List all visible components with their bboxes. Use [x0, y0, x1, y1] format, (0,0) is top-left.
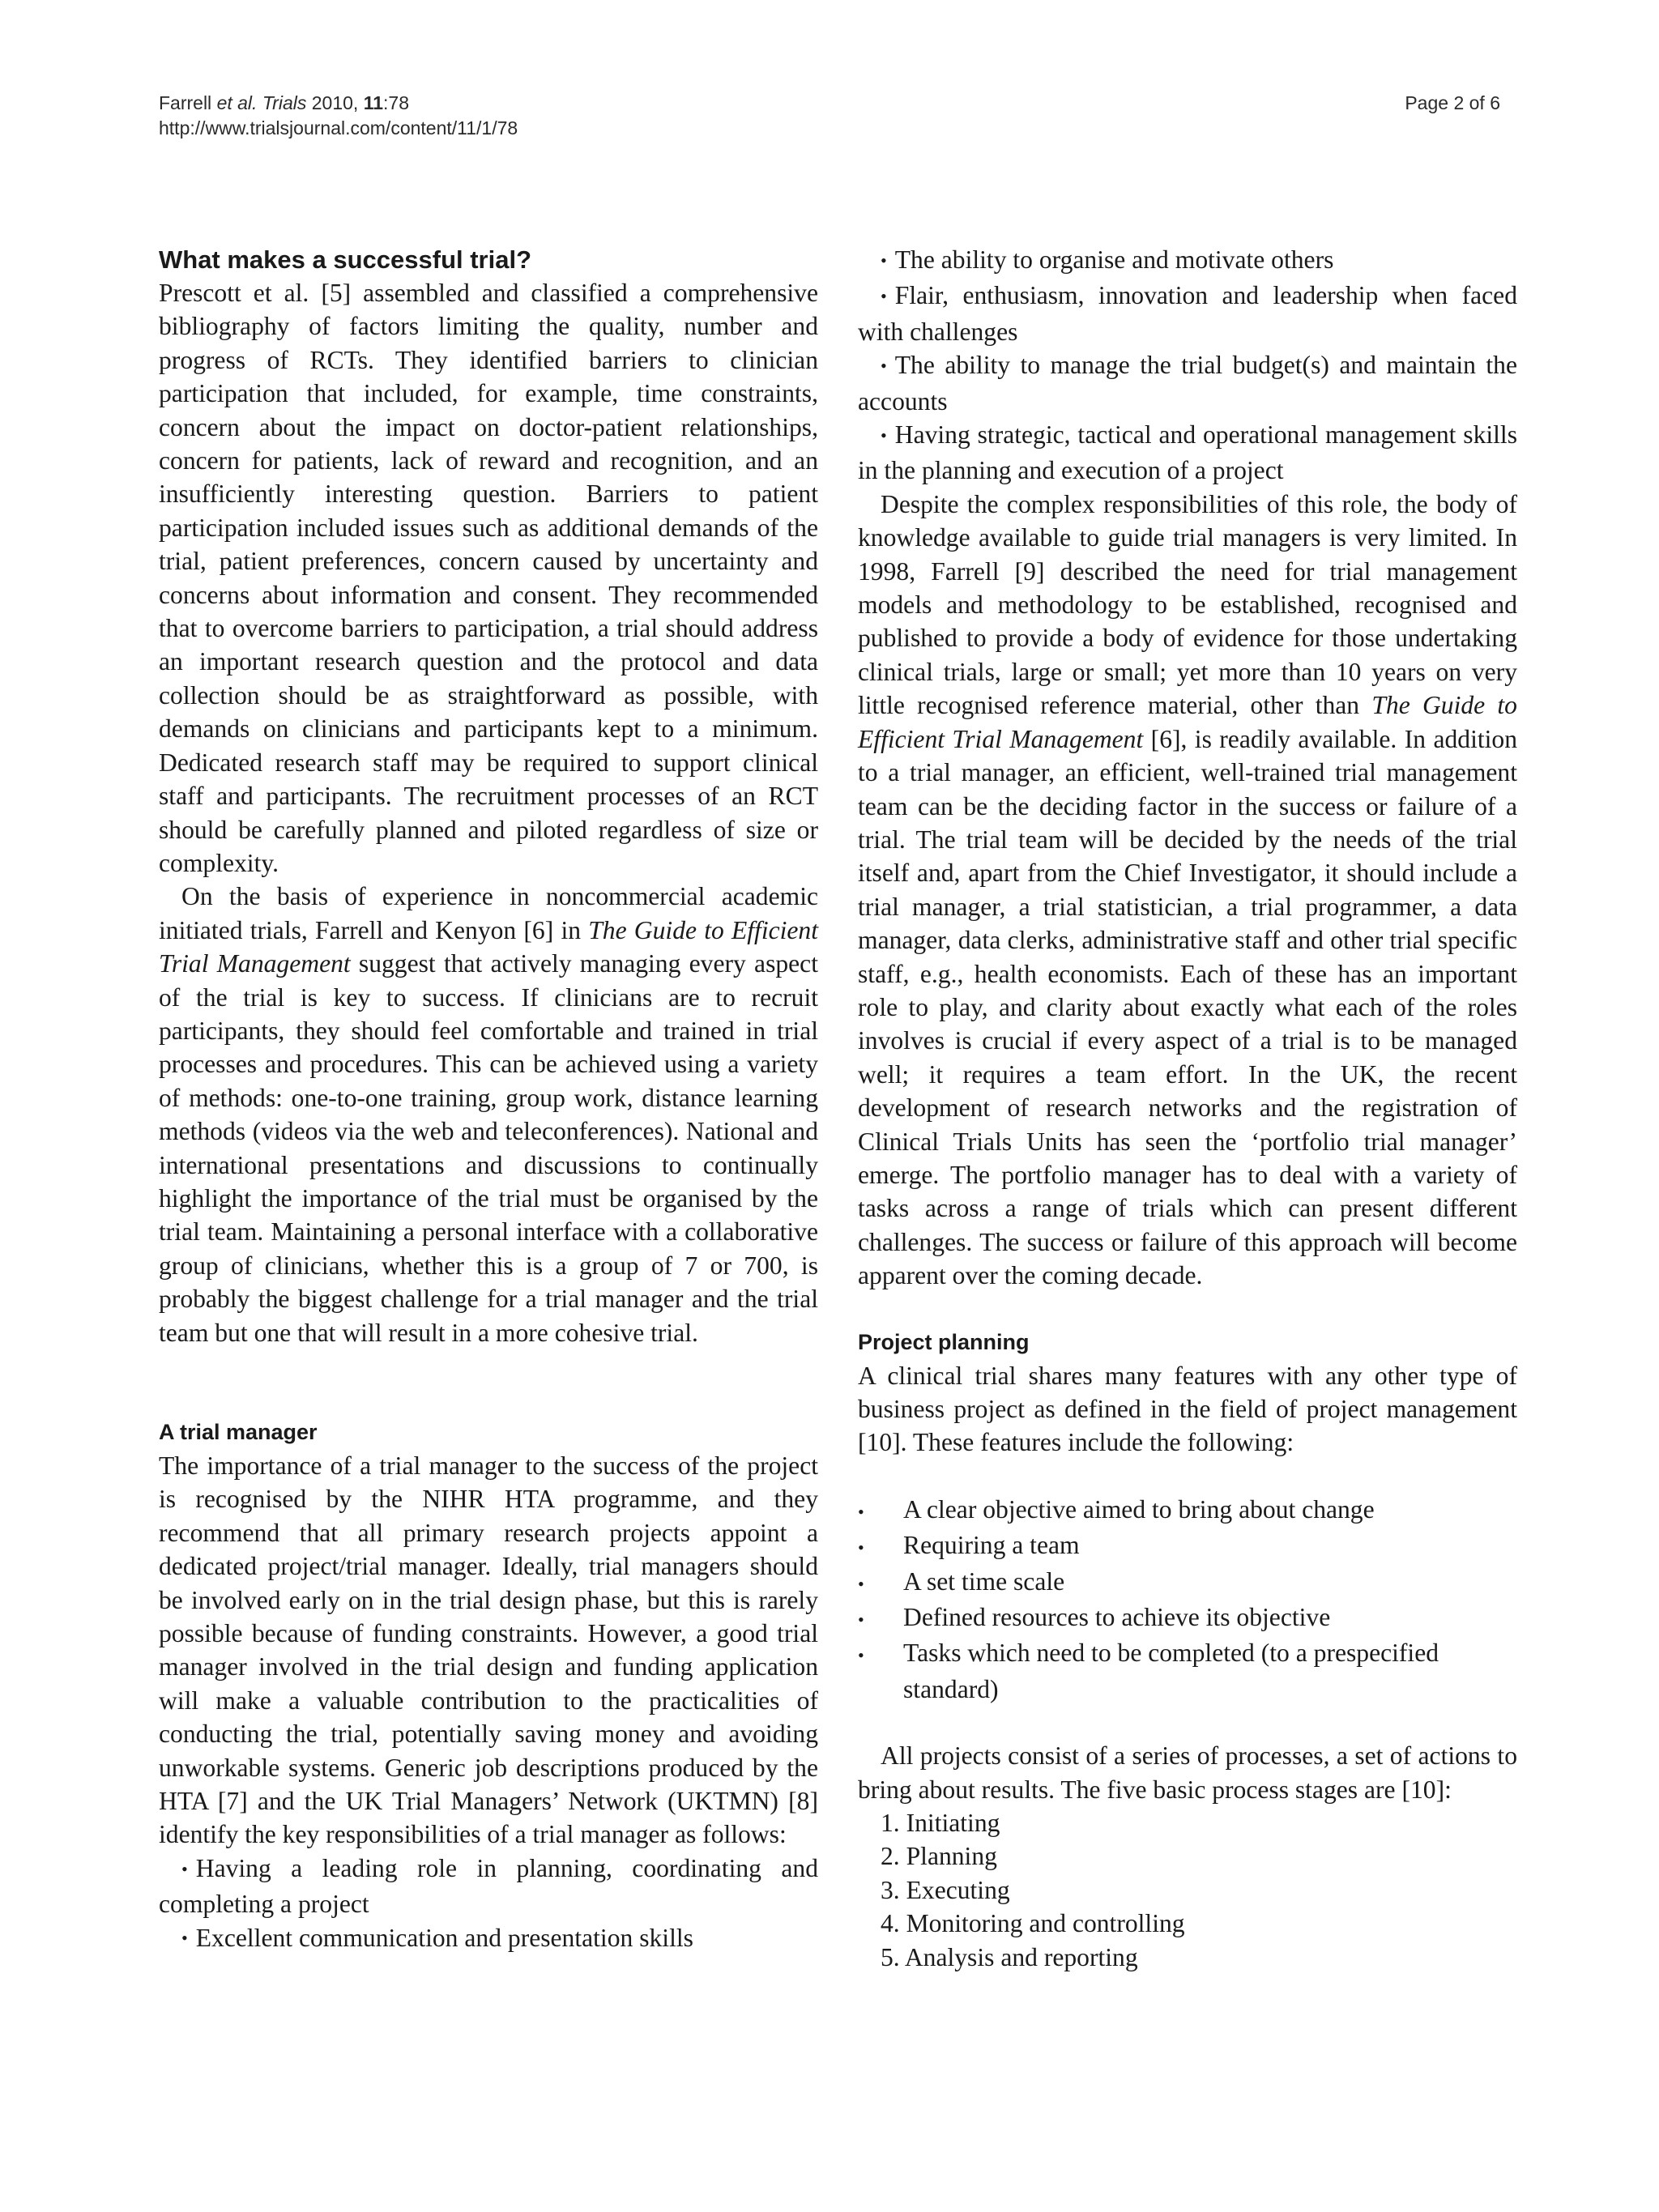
- feature-item: • A clear objective aimed to bring about change: [858, 1494, 1375, 1524]
- page-number: Page 2 of 6: [1405, 92, 1500, 113]
- running-header: [159, 91, 518, 141]
- paragraph-text: On the basis of experience in noncommercial academic initiated trials, Farrell and Kenyon [6] in: [159, 882, 818, 944]
- citation-line: [159, 91, 518, 116]
- paragraph-text: suggest that actively managing every aspect of the trial is key to success. If clinicians are to recruit participants, they should feel comfortable and trained in trial processes and procedures. This can be achieved using a variety of methods: one-to-one training, group work, distance learning methods (videos via the web and teleconferences). National and international presentations and discussions to continually highlight the importance of the trial must be organised by the trial team. Maintaining a personal interface with a collaborative group of clinicians, whether this is a group of 7 or 700, is probably the biggest challenge for a trial manager and the trial team but one that will result in a more cohesive trial.: [159, 949, 818, 1347]
- left-column: [159, 243, 818, 1957]
- stage-item: 3. Executing: [881, 1875, 1010, 1904]
- header-volume: 11: [363, 92, 384, 113]
- stage-item: 1. Initiating: [881, 1809, 1000, 1838]
- paragraph: All projects consist of a series of processes, a set of actions to bring about results. The five basic process stages are [10]:: [858, 1741, 1517, 1804]
- paragraph: Prescott et al. [5] assembled and classified a comprehensive bibliography of factors limiting the quality, number and progress of RCTs. They identified barriers to clinician participation that included, for example, time constraints, concern about the impact on doctor-patient relationships, concern for patients, lack of reward and recognition, and an insufficiently interesting question. Barriers to patient participation included issues such as additional demands of the trial, patient preferences, concern caused by uncertainty and concerns about information and consent. They recommended that to overcome barriers to participation, a trial should address an important research question and the protocol and data collection should be as straightforward as possible, with demands on clinicians and participants kept to a minimum. Dedicated research staff may be required to support clinical staff and participants. The recruitment processes of an RCT should be carefully planned and piloted regardless of size or complexity.: [159, 279, 818, 877]
- section-heading-trial-manager: A trial manager: [159, 1420, 318, 1444]
- bullet-item: • The ability to manage the trial budget(s) and maintain the accounts: [858, 348, 1517, 418]
- right-column: [858, 243, 1517, 1974]
- header-etal: et al.: [216, 92, 258, 113]
- paragraph-text: [6], is readily available. In addition to a trial manager, an efficient, well-trained trial management team can be the deciding factor in the success or failure of a trial. The trial team will be decided by the needs of the trial itself and, apart from the Chief Investigator, it should include a trial manager, a trial statistician, a trial programmer, a data manager, data clerks, administrative staff and other trial specific staff, e.g., health economists. Each of these has an important role to play, and clarity about exactly what each of the roles involves is crucial if every aspect of a trial is to be managed well; it requires a team effort. In the UK, the recent development of research networks and the registration of Clinical Trials Units has seen the ‘portfolio trial manager’ emerge. The portfolio manager has to deal with a variety of tasks across a range of trials which can present different challenges. The success or failure of this approach will become apparent over the coming decade.: [858, 724, 1517, 1290]
- book-title: The Guide to Efficient Trial Management: [858, 691, 1517, 753]
- bullet-item: • The ability to organise and motivate others: [858, 243, 1517, 279]
- feature-item: • A set time scale: [858, 1566, 1065, 1596]
- stage-item: 2. Planning: [881, 1842, 997, 1871]
- header-article: :78: [383, 92, 409, 113]
- paragraph: [159, 880, 818, 1349]
- bullet-item: • Excellent communication and presentation skills: [159, 1921, 818, 1957]
- bullet-item: • Flair, enthusiasm, innovation and leadership when faced with challenges: [858, 279, 1517, 348]
- paragraph: [858, 488, 1517, 1293]
- section-heading-successful-trial: What makes a successful trial?: [159, 245, 532, 274]
- header-author: Farrell: [159, 92, 212, 113]
- header-journal: Trials: [262, 92, 307, 113]
- header-year: 2010,: [311, 92, 359, 113]
- section-heading-project-planning: Project planning: [858, 1329, 1030, 1354]
- paragraph-text: Despite the complex responsibilities of this role, the body of knowledge available to guide trial managers is very limited. In 1998, Farrell [9] described the need for trial management models and methodology to be established, recognised and published to provide a body of evidence for those undertaking clinical trials, large or small; yet more than 10 years on very little recognised reference material, other than: [858, 489, 1517, 720]
- feature-item: • Tasks which need to be completed (to a prespecified standard): [858, 1639, 1439, 1703]
- book-title: The Guide to Efficient Trial Management: [159, 915, 818, 978]
- stage-item: 5. Analysis and reporting: [881, 1942, 1138, 1971]
- feature-item: • Requiring a team: [858, 1531, 1080, 1560]
- stage-item: 4. Monitoring and controlling: [881, 1909, 1185, 1938]
- paragraph: The importance of a trial manager to the success of the project is recognised by the NIHR HTA programme, and they recommend that all primary research projects appoint a dedicated project/trial manager. Ideally, trial managers should be involved early on in the trial design phase, but this is rarely possible because of funding constraints. However, a good trial manager involved in the trial design and funding application will make a valuable contribution to the practicalities of conducting the trial, potentially saving money and avoiding unworkable systems. Generic job descriptions produced by the HTA [7] and the UK Trial Managers’ Network (UKTMN) [8] identify the key responsibilities of a trial manager as follows:: [159, 1451, 818, 1849]
- bullet-item: • Having strategic, tactical and operational management skills in the planning and execution of a project: [858, 418, 1517, 488]
- header-url[interactable]: http://www.trialsjournal.com/content/11/1/78: [159, 117, 518, 139]
- feature-item: • Defined resources to achieve its objective: [858, 1603, 1331, 1632]
- paragraph: A clinical trial shares many features with any other type of business project as defined in the field of project management [10]. These features include the following:: [858, 1361, 1517, 1457]
- bullet-item: • Having a leading role in planning, coordinating and completing a project: [159, 1852, 818, 1921]
